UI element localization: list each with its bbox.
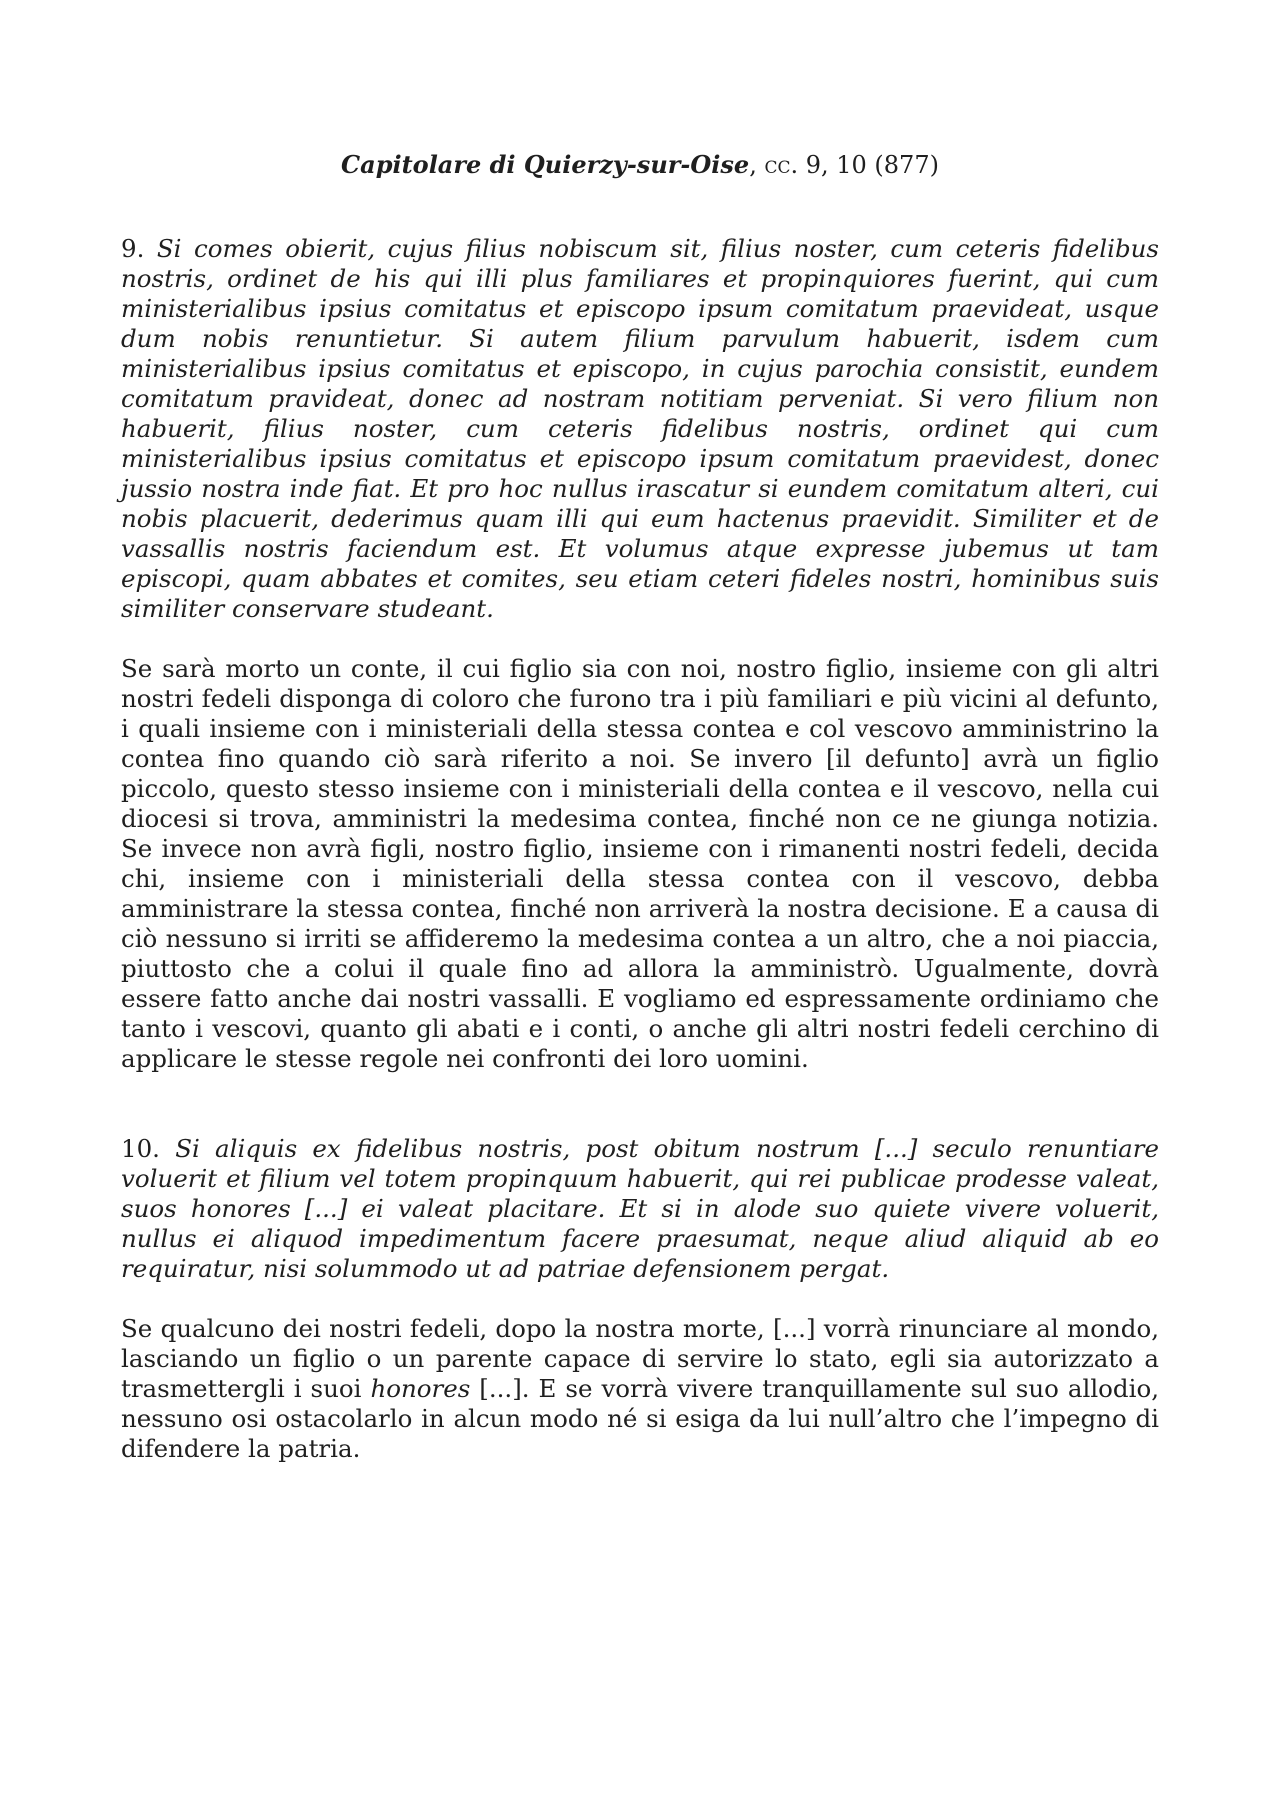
italian-text-part1: Se qualcuno dei nostri fedeli, dopo la nostra morte, [...] vorrà rinunciare al mondo, lasciando un figlio o un parente capace di servire lo stato, egli sia autorizzato a trasmettergli i suoi — [121, 1314, 1159, 1403]
italian-text-part2: [...]. E se vorrà vivere tranquillamente sul suo allodio, nessuno osi ostacolarlo in alcun modo né si esiga da lui null’altro che l’impegno di difendere la patria. — [121, 1374, 1159, 1463]
latin-text: Si comes obierit, cujus filius nobiscum sit, filius noster, cum ceteris fidelibus nostris, ordinet de his qui illi plus familiares et propinquiores fuerint, qui cum ministerialibus ipsius comitatus et episcopo ipsum comitatum praevideat, usque dum nobis renuntietur. Si autem filium parvulum habuerit, isdem cum ministerialibus ipsius comitatus et episcopo, in cujus parochia consistit, eundem comitatum pravideat, donec ad nostram notitiam perveniat. Si vero filium non habuerit, filius noster, cum ceteris fidelibus nostris, ordinet qui cum ministerialibus ipsius comitatus et episcopo ipsum comitatum praevidest, donec jussio nostra inde fiat. Et pro hoc nullus irascatur si eundem comitatum alteri, cui nobis placuerit, dederimus quam illi qui eum hactenus praevidit. Similiter et de vassallis nostris faciendum est. Et volumus atque expresse jubemus ut tam episcopi, quam abbates et comites, seu etiam ceteri fideles nostri, hominibus suis similiter conservare studeant. — [121, 234, 1159, 623]
title-chapters: , cc. 9, 10 (877) — [749, 151, 939, 179]
document-page — [121, 150, 1159, 1464]
latin-text: Si aliquis ex fidelibus nostris, post obitum nostrum [...] seculo renuntiare voluerit et filium vel totem propinquum habuerit, qui rei publicae prodesse valeat, suos honores [...] ei valeat placitare. Et si in alode suo quiete vivere voluerit, nullus ei aliquod impedimentum facere praesumat, neque aliud aliquid ab eo requiratur, nisi solummodo ut ad patriae defensionem pergat. — [121, 1134, 1159, 1283]
section-9-latin — [121, 234, 1159, 624]
italian-term-honores: honores — [370, 1374, 471, 1403]
title-italic: Capitolare di Quierzy-sur-Oise — [341, 150, 750, 179]
section-10-latin — [121, 1134, 1159, 1284]
document-title — [121, 150, 1159, 180]
section-10-italian — [121, 1314, 1159, 1464]
section-number: 9. — [121, 234, 145, 263]
section-number: 10. — [121, 1134, 160, 1163]
section-9-italian: Se sarà morto un conte, il cui figlio sia con noi, nostro figlio, insieme con gli altri nostri fedeli disponga di coloro che furono tra i più familiari e più vicini al defunto, i quali insieme con i ministeriali della stessa contea e col vescovo amministrino la contea fino quando ciò sarà riferito a noi. Se invero [il defunto] avrà un figlio piccolo, questo stesso insieme con i ministeriali della contea e il vescovo, nella cui diocesi si trova, amministri la medesima contea, finché non ce ne giunga notizia. Se invece non avrà figli, nostro figlio, insieme con i rimanenti nostri fedeli, decida chi, insieme con i ministeriali della stessa contea con il vescovo, debba amministrare la stessa contea, finché non arriverà la nostra decisione. E a causa di ciò nessuno si irriti se affideremo la medesima contea a un altro, che a noi piaccia, piuttosto che a colui il quale fino ad allora la amministrò. Ugualmente, dovrà essere fatto anche dai nostri vassalli. E vogliamo ed espressamente ordiniamo che tanto i vescovi, quanto gli abati e i conti, o anche gli altri nostri fedeli cerchino di applicare le stesse regole nei confronti dei loro uomini. — [121, 654, 1159, 1073]
